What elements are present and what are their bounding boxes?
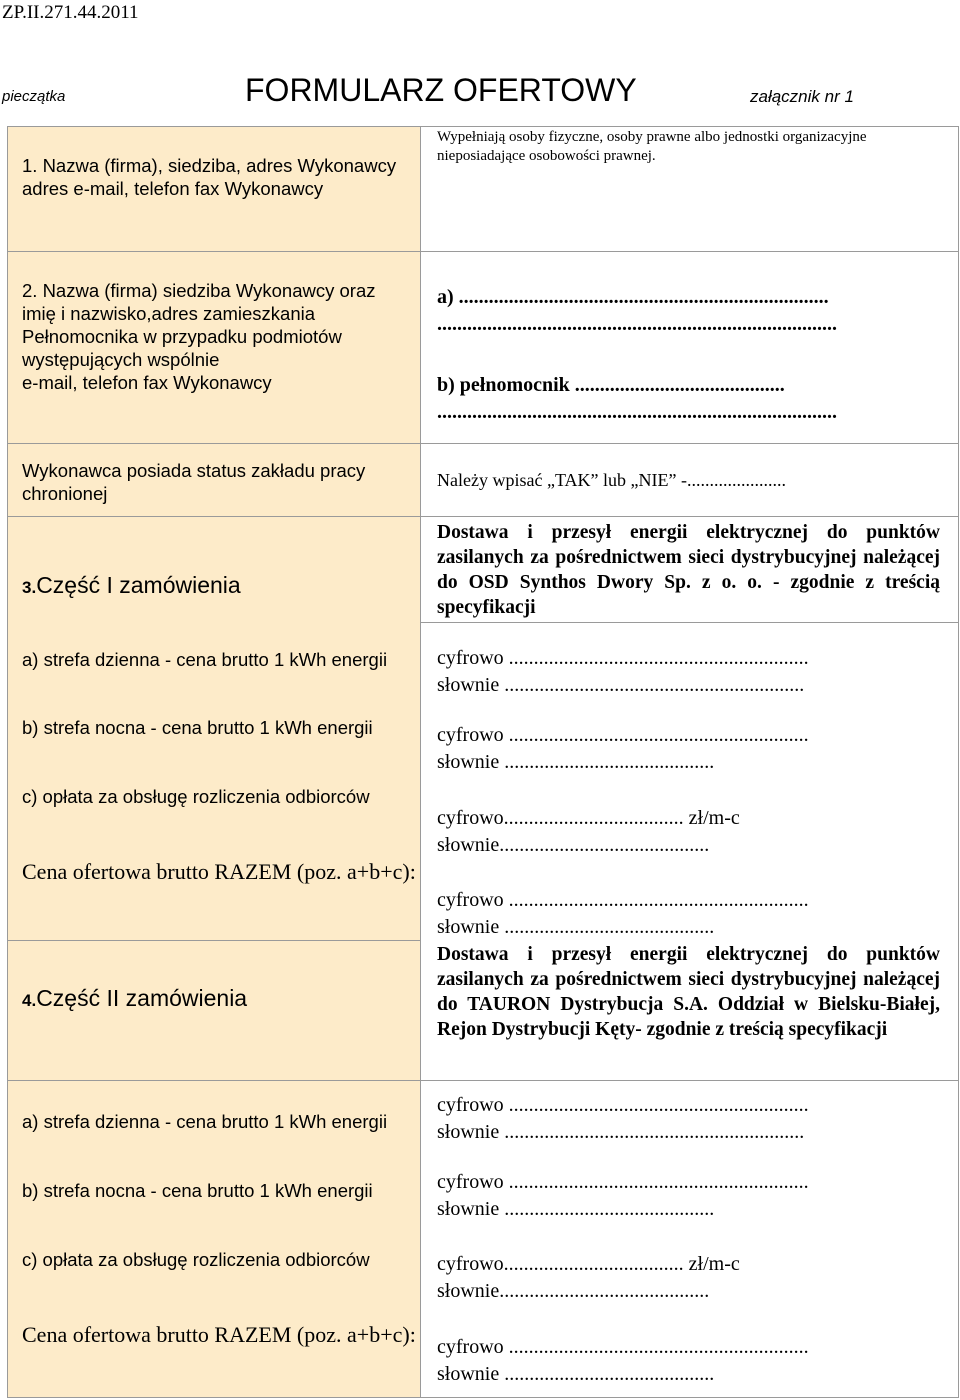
reference-number: ZP.II.271.44.2011 (2, 2, 139, 23)
table-middle-border (420, 126, 421, 1398)
part-1-title: 3.Część I zamówienia (22, 572, 241, 598)
proxy-name-label: 2. Nazwa (firma) siedziba Wykonawcy oraz imię i nazwisko,adres zamieszkania Pełnomocnika w przypadku podmiotów występujących wspólnie e-mail, telefon fax Wykonawcy (22, 280, 376, 393)
part-2-a-words-field[interactable]: słownie ............................................................ (437, 1121, 805, 1143)
field-proxy[interactable]: b) pełnomocnik .......................................... (437, 374, 785, 396)
part-1-total-words-field[interactable]: słownie .......................................... (437, 916, 715, 938)
part-1-b-digits-field[interactable]: cyfrowo ............................................................ (437, 724, 809, 746)
part-1-a-digits-field[interactable]: cyfrowo ............................................................ (437, 647, 809, 669)
table-left-border (7, 126, 8, 1398)
contractor-note: Wypełniają osoby fizyczne, osoby prawne albo jednostki organizacyjne nieposiadające osobowości prawnej. (437, 129, 867, 164)
part-1-c-words-field[interactable]: słownie.......................................... (437, 834, 710, 856)
part-2-title: 4.Część II zamówienia (22, 985, 248, 1011)
page-title: FORMULARZ OFERTOWY (245, 72, 637, 108)
part-1-total-digits-field[interactable]: cyfrowo ............................................................ (437, 889, 809, 911)
part-2-item-c: c) opłata za obsługę rozliczenia odbiorców (22, 1249, 370, 1270)
part-1-a-words-field[interactable]: słownie ............................................................ (437, 674, 805, 696)
part-1-c-digits-field[interactable]: cyfrowo.................................... zł/m-c (437, 807, 740, 829)
part-2-total-digits-field[interactable]: cyfrowo ............................................................ (437, 1336, 809, 1358)
field-a-continued[interactable]: ................................................................................ (437, 313, 837, 335)
part-2-item-b: b) strefa nocna - cena brutto 1 kWh energii (22, 1180, 373, 1201)
sheltered-workshop-field[interactable]: Należy wpisać „TAK” lub „NIE” -...................... (437, 470, 786, 490)
part-1-description: Dostawa i przesył energii elektrycznej do punktów zasilanych za pośrednictwem sieci dystrybucyjnej należącej do OSD Synthos Dwory Sp. z o. o. - zgodnie z treścią specyfikacji (437, 522, 940, 618)
part-1-item-a: a) strefa dzienna - cena brutto 1 kWh energii (22, 649, 388, 670)
part-2-a-digits-field[interactable]: cyfrowo ............................................................ (437, 1094, 809, 1116)
part-2-c-digits-field[interactable]: cyfrowo.................................... zł/m-c (437, 1253, 740, 1275)
row-divider (7, 516, 959, 517)
row-divider (420, 1080, 959, 1081)
part-2-item-a: a) strefa dzienna - cena brutto 1 kWh energii (22, 1111, 388, 1132)
contractor-name-label: 1. Nazwa (firma), siedziba, adres Wykonawcy adres e-mail, telefon fax Wykonawcy (22, 155, 397, 199)
table-bottom-border (7, 1397, 959, 1398)
part-2-b-words-field[interactable]: słownie .......................................... (437, 1198, 715, 1220)
part-1-total-label: Cena ofertowa brutto RAZEM (poz. a+b+c): (22, 859, 416, 884)
field-a[interactable]: a) .......................................................................... (437, 286, 829, 308)
attachment-label: załącznik nr 1 (750, 87, 854, 106)
table-right-border (958, 126, 959, 1398)
stamp-label: pieczątka (2, 88, 66, 105)
row-divider (420, 622, 959, 623)
sheltered-workshop-label: Wykonawca posiada status zakładu pracy chronionej (22, 460, 366, 504)
part-2-description: Dostawa i przesył energii elektrycznej do punktów zasilanych za pośrednictwem sieci dystrybucyjnej należącej do TAURON Dystrybucja S.A. Oddział w Bielsku-Białej, Rejon Dystrybucji Kęty- zgodnie z treścią specyfikacji (437, 944, 940, 1040)
part-1-b-words-field[interactable]: słownie .......................................... (437, 751, 715, 773)
row-divider (7, 1080, 420, 1081)
part-2-c-words-field[interactable]: słownie.......................................... (437, 1280, 710, 1302)
part-1-item-b: b) strefa nocna - cena brutto 1 kWh energii (22, 717, 373, 738)
row-divider (7, 443, 959, 444)
row-divider (7, 251, 959, 252)
row-divider (7, 940, 420, 941)
part-2-total-words-field[interactable]: słownie .......................................... (437, 1363, 715, 1385)
part-2-total-label: Cena ofertowa brutto RAZEM (poz. a+b+c): (22, 1322, 416, 1347)
field-proxy-continued[interactable]: ................................................................................ (437, 401, 837, 423)
row-divider (7, 126, 959, 127)
part-1-item-c: c) opłata za obsługę rozliczenia odbiorców (22, 786, 370, 807)
part-2-b-digits-field[interactable]: cyfrowo ............................................................ (437, 1171, 809, 1193)
